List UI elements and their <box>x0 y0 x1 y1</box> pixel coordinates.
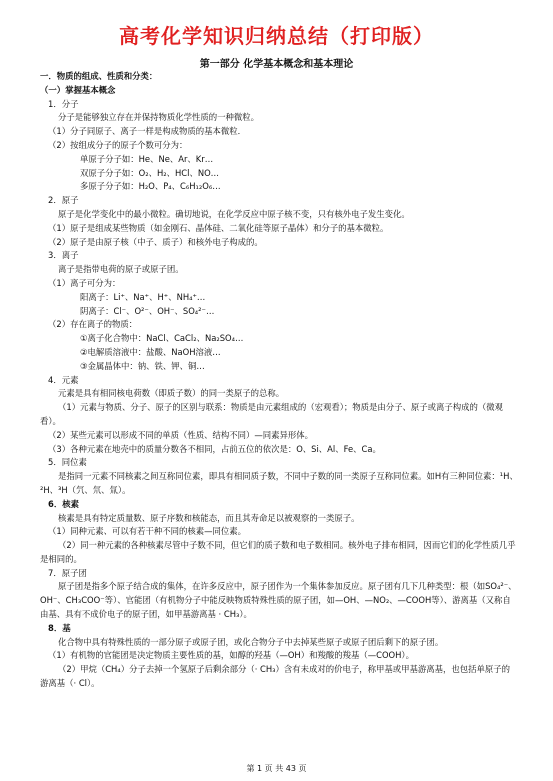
paragraph: （1）有机物的官能团是决定物质主要性质的基，如醇的羟基（—OH）和羧酸的羧基（—COOH）。 <box>48 650 414 661</box>
paragraph: 多原子分子如：H₂O、P₄、C₆H₁₂O₆… <box>80 181 221 192</box>
item-heading-element: 4．元素 <box>48 374 79 385</box>
paragraph: （2）原子是由原子核（中子、质子）和核外电子构成的。 <box>48 236 263 247</box>
paragraph: （2）某些元素可以形成不同的单质（性质、结构不同）—同素异形体。 <box>48 429 313 440</box>
item-heading-atomic-group: 7．原子团 <box>48 567 87 578</box>
paragraph: （2）甲烷（CH₄）分子去掉一个氢原子后剩余部分（· CH₃）含有未成对的价电子，称甲基或甲基游离基，也包括单原子的游离基（· Cl）。 <box>40 664 511 689</box>
paragraph: ③金属晶体中：钠、铁、钾、铜… <box>80 360 205 371</box>
paragraph: 原子是化学变化中的最小微粒。确切地说，在化学反应中原子核不变，只有核外电子发生变化。 <box>58 208 410 219</box>
paragraph: ②电解质溶液中：盐酸、NaOH溶液… <box>80 346 221 357</box>
paragraph: 阳离子：Li⁺、Na⁺、H⁺、NH₄⁺… <box>80 291 206 302</box>
subsection-heading: （一）掌握基本概念 <box>40 84 116 95</box>
paragraph: （1）同种元素、可以有若干种不同的核素—同位素。 <box>48 526 246 537</box>
paragraph: 双原子分子如：O₂、H₂、HCl、NO… <box>80 167 220 178</box>
document-subtitle: 第一部分 化学基本概念和基本理论 <box>199 59 354 70</box>
item-heading-atom: 2．原子 <box>48 195 79 206</box>
paragraph: 单原子分子如：He、Ne、Ar、Kr… <box>80 153 214 164</box>
paragraph: （2）存在离子的物质： <box>48 319 138 330</box>
document-body <box>40 70 518 691</box>
paragraph: 是指同一元素不同核素之间互称同位素，即具有相同质子数，不同中子数的同一类原子互称同位素。如H有三种同位素：¹H、²H、³H（氕、氘、氚）。 <box>40 471 518 495</box>
paragraph: （1）原子是组成某些物质（如金刚石、晶体硅、二氧化硅等原子晶体）和分子的基本微粒。 <box>48 222 389 233</box>
item-heading-ion: 3．离子 <box>48 250 79 261</box>
paragraph: （1）元素与物质、分子、原子的区别与联系：物质是由元素组成的（宏观看）；物质是由分子、原子或离子构成的（微观看）。 <box>40 402 504 426</box>
paragraph: （1）离子可分为： <box>48 277 121 288</box>
document-title: 高考化学知识归纳总结（打印版） <box>119 24 434 48</box>
item-heading-radical: 8．基 <box>48 622 71 633</box>
paragraph: （2）按组成分子的原子个数可分为： <box>48 139 188 150</box>
paragraph: 离子是指带电荷的原子或原子团。 <box>58 264 184 275</box>
item-heading-isotope: 5．同位素 <box>48 457 87 468</box>
page-footer: 第 1 页 共 43 页 <box>246 764 307 773</box>
paragraph: 元素是具有相同核电荷数（即质子数）的同一类原子的总称。 <box>58 388 285 399</box>
paragraph: （2）同一种元素的各种核素尽管中子数不同，但它们的质子数和电子数相同。核外电子排布相同，因而它们的化学性质几乎是相同的。 <box>40 540 516 564</box>
paragraph: 原子团是指多个原子结合成的集体，在许多反应中，原子团作为一个集体参加反应。原子团有几下几种类型：根（如SO₄²⁻、OH⁻、CH₃COO⁻等）、官能团（有机物分子中能反映物质特殊性质的原子团，如—OH、—NO₂、—COOH等）、游离基（又称自由基、具有不成价电子的原子团，如甲基游离基 · CH₃）。 <box>40 581 517 620</box>
paragraph: 阴离子：Cl⁻、O²⁻、OH⁻、SO₄²⁻… <box>80 305 215 316</box>
paragraph: 分子是能够独立存在并保持物质化学性质的一种微粒。 <box>58 112 259 123</box>
item-heading-nuclide: 6．核素 <box>48 498 79 509</box>
item-heading-molecule: 1．分子 <box>48 98 79 109</box>
paragraph: ①离子化合物中：NaCl、CaCl₂、Na₂SO₄… <box>80 333 244 344</box>
paragraph: （1）分子同原子、离子一样是构成物质的基本微粒． <box>48 126 246 137</box>
paragraph: （3）各种元素在地壳中的质量分数各不相同，占前五位的依次是：O、Si、Al、Fe、Ca。 <box>48 443 381 454</box>
paragraph: 化合物中具有特殊性质的一部分原子或原子团，或化合物分子中去掉某些原子或原子团后剩下的原子团。 <box>58 636 444 647</box>
section-heading: 一．物质的组成、性质和分类： <box>40 71 158 81</box>
paragraph: 核素是具有特定质量数、原子序数和核能态，而且其寿命足以被观察的一类原子。 <box>58 512 360 523</box>
